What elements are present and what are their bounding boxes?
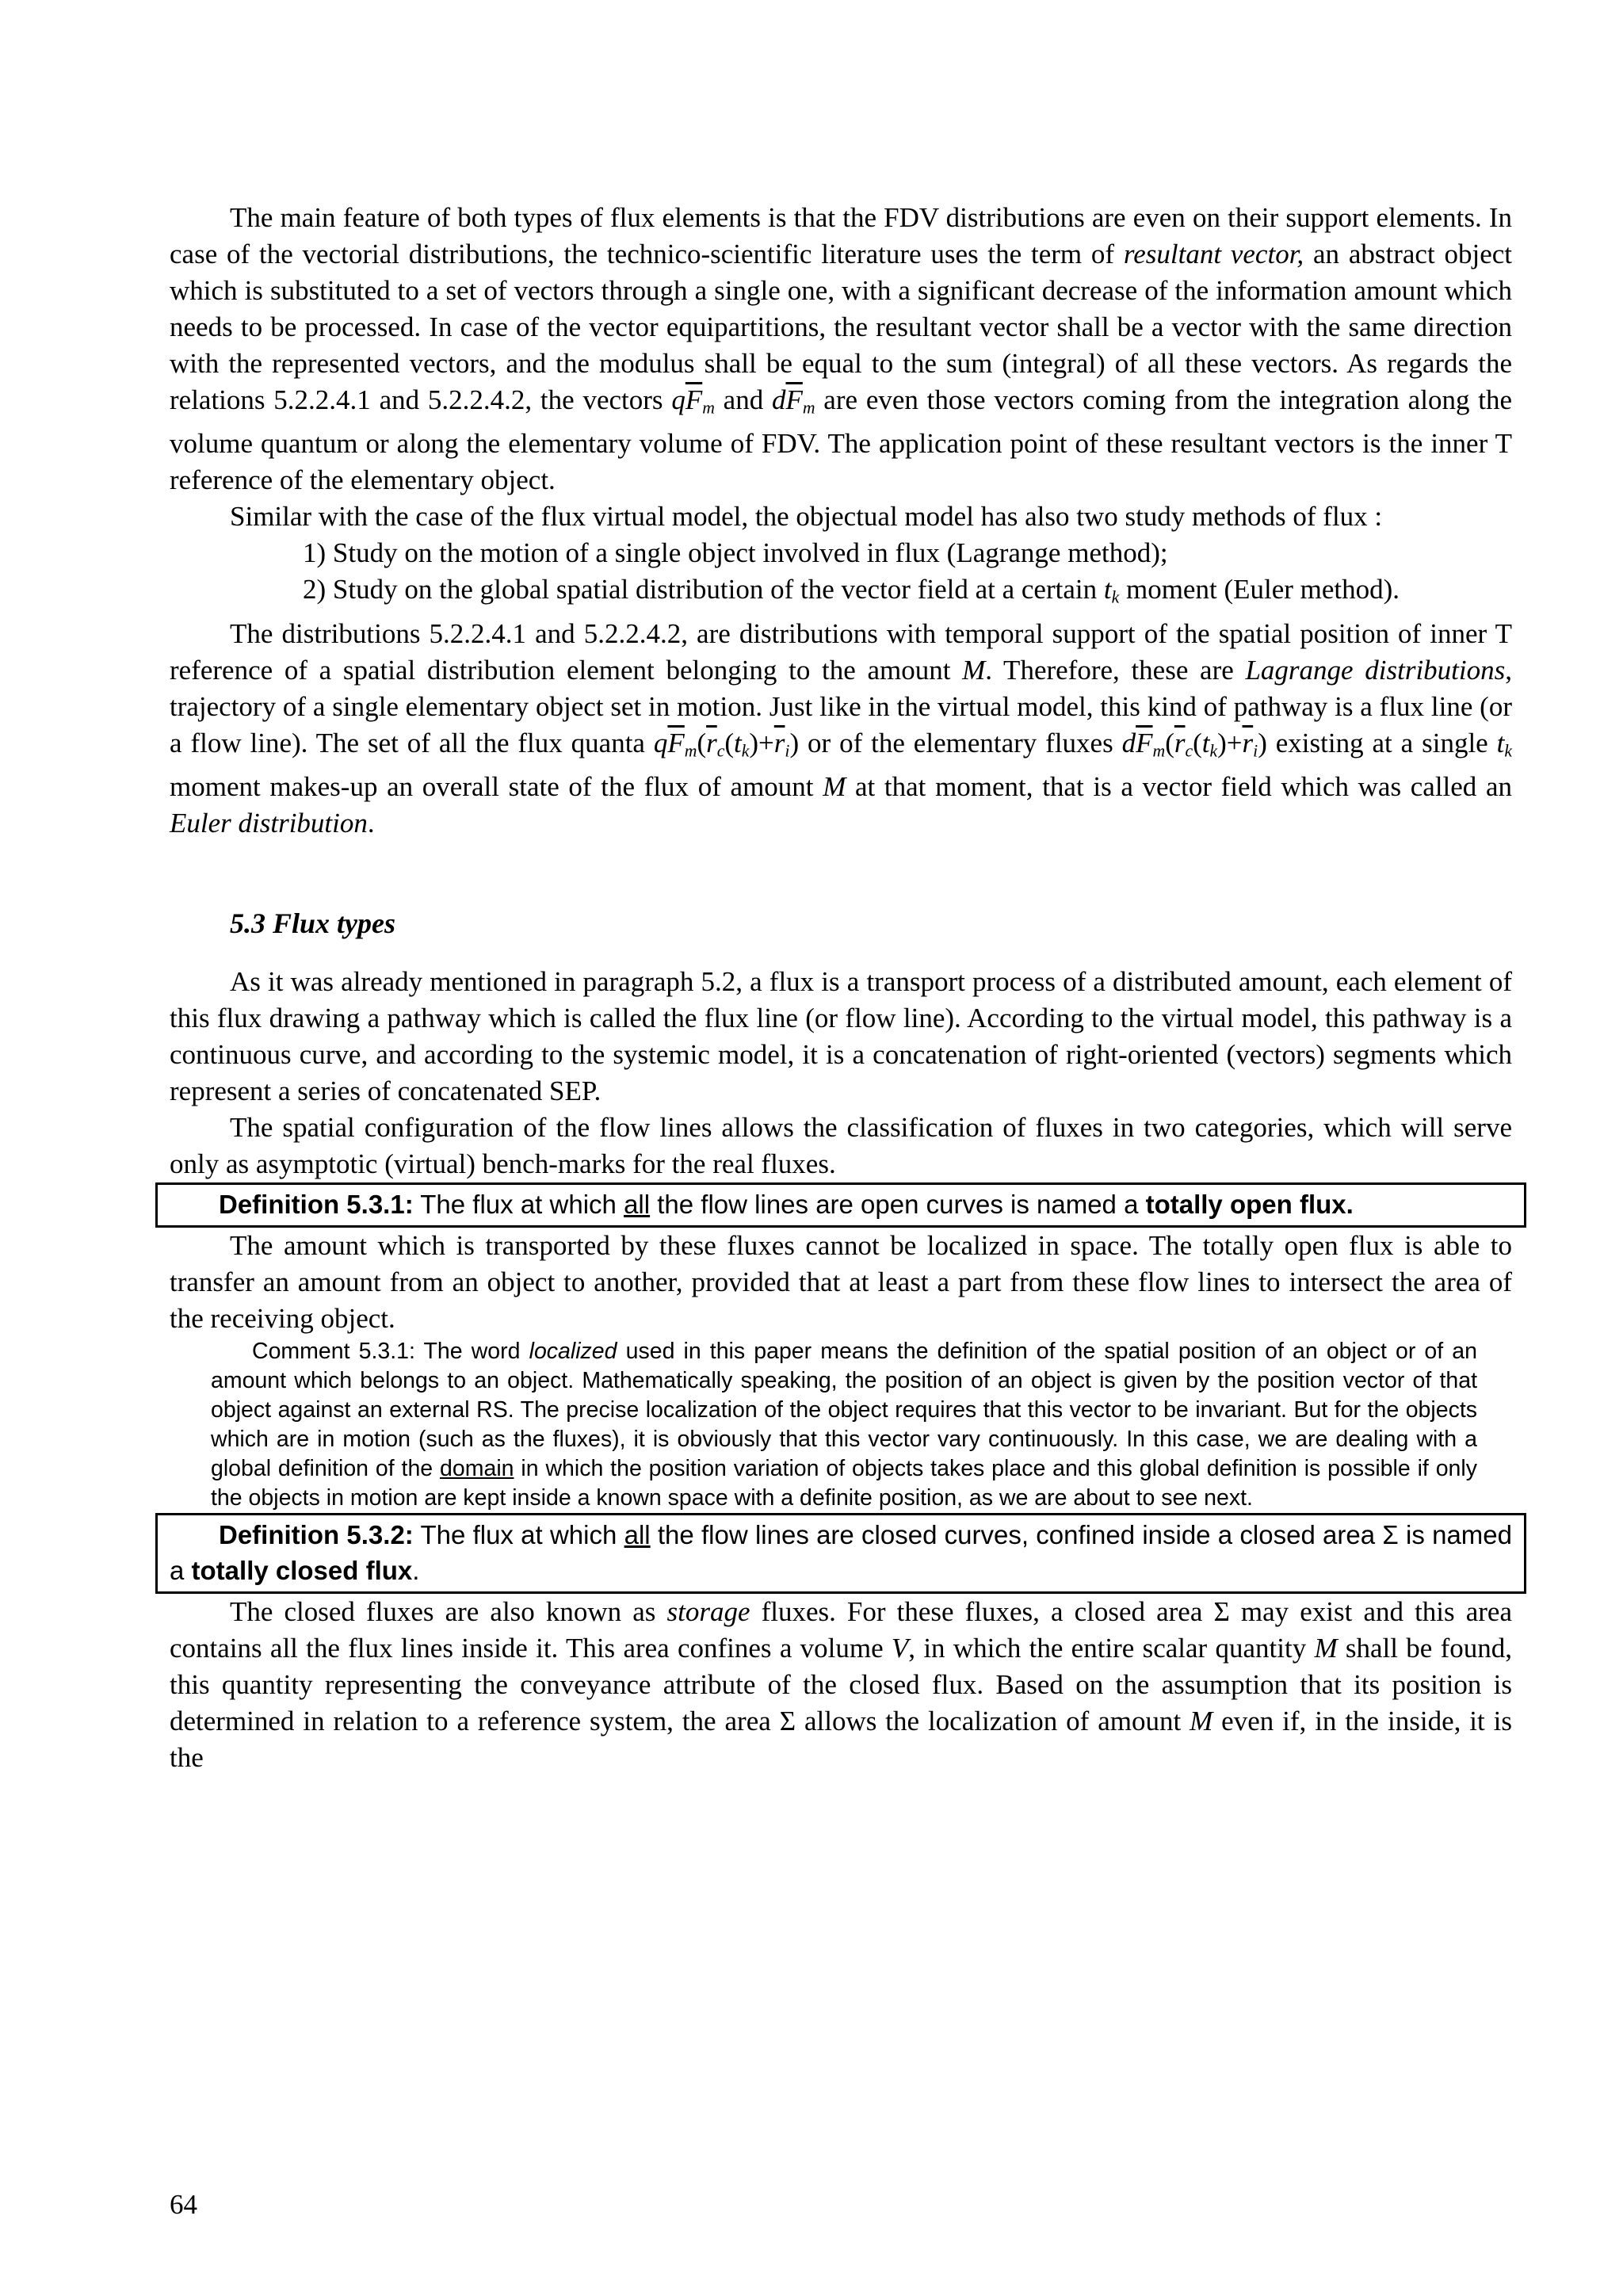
text-run: domain — [440, 1456, 514, 1482]
text-run: t — [1201, 727, 1210, 758]
text-run: and — [714, 384, 772, 415]
text-run: M — [1314, 1633, 1338, 1664]
text-run: moment makes-up an overall state of the flux of amount — [170, 771, 823, 803]
paragraph-spatial-configuration — [170, 1110, 1512, 1182]
paragraph-transport-process — [170, 964, 1512, 1110]
text-run: $\overline{F}$ — [785, 384, 803, 415]
text-run: k — [1111, 587, 1120, 607]
text-run: + — [758, 727, 774, 758]
text-run: q — [653, 727, 668, 758]
text-run: all — [624, 1190, 651, 1220]
text-run: Lagrange distributions — [1245, 654, 1506, 686]
text-run: m — [684, 741, 697, 761]
text-run: fluxes. For these fluxes, a closed area Σ may exist and this area contains all the flux lines inside it. This area confines a volume — [170, 1596, 1512, 1664]
page-number: 64 — [170, 2189, 197, 2220]
paragraph-closed-fluxes — [170, 1594, 1512, 1776]
text-run: The flux at which — [413, 1520, 624, 1550]
text-run: all — [624, 1520, 651, 1550]
text-run: , trajectory of a single elementary object set in motion. Just like in the virtual model, this kind of pathway is a flux line (or a flow line). The set of all the flux quanta — [170, 654, 1512, 758]
text-run: in which the position variation of objects takes place and this global definition is possible if only the objects in motion are kept inside a known space with a definite position, as we are about to see next. — [211, 1456, 1477, 1511]
text-run: $\overline{F}$ — [667, 727, 685, 758]
definition-5-3-1 — [155, 1182, 1526, 1228]
comment-5-3-1 — [211, 1337, 1477, 1513]
paragraph-two-study-methods — [170, 499, 1512, 535]
text-run: d — [771, 384, 786, 415]
section-heading-flux-types — [230, 905, 1512, 942]
text-run: c — [1185, 741, 1193, 761]
text-run: the flow lines are closed curves, confined inside a closed area Σ is named a — [170, 1520, 1512, 1586]
text-run: As it was already mentioned in paragraph 5.2, a flux is a transport process of a distributed amount, each element of this flux drawing a pathway which is called the flux line (or flow line). According to the virtual model, this pathway is a continuous curve, and according to the systemic model, it is a concatenation of right-oriented (vectors) segments which represent a series of concatenated SEP. — [170, 966, 1512, 1107]
text-run: t — [1496, 727, 1505, 758]
text-run: at that moment, that is a vector field which was called an — [846, 771, 1512, 803]
text-run: 2) Study on the global spatial distribution of the vector field at a certain — [303, 574, 1104, 606]
text-run: ( — [724, 727, 735, 758]
text-run: Definition 5.3.2: — [219, 1520, 414, 1550]
text-run: The spatial configuration of the flow lines allows the classification of fluxes in two categories, which will serve only as asymptotic (virtual) bench-marks for the real fluxes. — [170, 1112, 1512, 1180]
text-run: The closed fluxes are also known as — [230, 1596, 667, 1628]
text-run: localized — [529, 1339, 617, 1365]
text-run: . Therefore, these are — [985, 654, 1246, 686]
text-run: The amount which is transported by these fluxes cannot be localized in space. The totally open flux is able to transfer an amount from an object to another, provided that at least a part from these flow lines to intersect the area of the receiving object. — [170, 1230, 1512, 1335]
text-run: M — [823, 771, 846, 803]
text-run: $\overline{F}$ — [1136, 727, 1153, 758]
text-run: The distributions 5.2.2.4.1 and 5.2.2.4.2, are distributions with temporal support of the spatial position of inner T reference of a spatial distribution element belonging to the amount — [170, 617, 1512, 686]
text-run: The flux at which — [413, 1190, 624, 1220]
text-run: Definition 5.3.1: — [219, 1190, 414, 1220]
text-run: 1) Study on the motion of a single object involved in flux (Lagrange method); — [303, 537, 1168, 569]
text-run: t — [734, 727, 742, 758]
text-run: used in this paper means the definition of the spatial position of an object or of an amount which belongs to an object. Mathematically speaking, the position of an object is given by the position vector of that object against an external RS. The precise localization of the object requires that this vector to be invariant. But for the objects which are in motion (such as the fluxes), it is obviously that this vector vary continuously. In this case, we are dealing with a global definition of the — [211, 1339, 1477, 1482]
text-run: m — [802, 398, 815, 418]
text-run: ) — [749, 727, 759, 758]
text-run: The main feature of both types of flux elements is that the FDV distributions are even on their support elements. In case of the vectorial distributions, the technico-scientific literature uses the term of — [170, 202, 1512, 269]
text-run: V — [891, 1633, 909, 1664]
list-item-lagrange — [170, 535, 1512, 571]
document-body — [170, 200, 1512, 1776]
text-run: m — [1152, 741, 1166, 761]
list-item-euler — [170, 571, 1512, 615]
text-run: M — [1190, 1706, 1213, 1737]
text-run: c — [716, 741, 725, 761]
text-run: ( — [697, 727, 707, 758]
text-run: d — [1121, 727, 1136, 758]
text-run: Similar with the case of the flux virtual model, the objectual model has also two study methods of flux : — [230, 501, 1383, 533]
text-run: M — [962, 654, 986, 686]
text-run: . — [367, 808, 375, 839]
text-run: totally closed flux — [191, 1556, 413, 1586]
text-run: k — [1209, 741, 1218, 761]
text-run: q — [671, 384, 685, 415]
text-run: are even those vectors coming from the integration along the volume quantum or along the elementary volume of FDV. The application point of these resultant vectors is the inner T reference of the elementary object. — [170, 384, 1512, 496]
text-run: ) — [789, 727, 800, 758]
text-run: even if, in the inside, it is the — [170, 1706, 1512, 1774]
text-run: Comment 5.3.1: The word — [252, 1339, 529, 1365]
paragraph-flux-elements — [170, 200, 1512, 499]
text-run: existing at a single — [1266, 727, 1497, 758]
text-run: $\overline{F}$ — [685, 384, 703, 415]
text-run: ) — [1258, 727, 1267, 758]
text-run: i — [1253, 741, 1258, 761]
text-run: ( — [1193, 727, 1202, 758]
text-run: $\overline{r}$ — [706, 727, 717, 758]
text-run: 5.3 Flux types — [230, 907, 396, 940]
text-run: resultant vector, — [1123, 239, 1304, 269]
paragraph-open-flux — [170, 1228, 1512, 1337]
text-run: k — [1504, 741, 1512, 761]
text-run: + — [1226, 727, 1243, 758]
text-run: . — [412, 1556, 420, 1586]
text-run: the flow lines are open curves is named a — [650, 1190, 1146, 1220]
text-run: i — [785, 741, 790, 761]
text-run: , in which the entire scalar quantity — [908, 1633, 1315, 1664]
definition-5-3-2 — [155, 1513, 1526, 1594]
text-run: storage — [666, 1596, 750, 1628]
paragraph-distributions — [170, 616, 1512, 842]
text-run: ( — [1165, 727, 1174, 758]
text-run: shall be found, this quantity representing the conveyance attribute of the closed flux. Based on the assumption that its position is determined in relation to a reference system, the area Σ allows the localization of amount — [170, 1633, 1512, 1737]
text-run: an abstract object which is substituted to a set of vectors through a single one, with a significant decrease of the information amount which needs to be processed. In case of the vector equipartitions, the resultant vector shall be a vector with the same direction with the represented vectors, and the modulus shall be equal to the sum (integral) of all these vectors. As regards the relations 5.2.2.4.1 and 5.2.2.4.2, the vectors — [170, 239, 1512, 415]
text-run: $\overline{r}$ — [1242, 727, 1254, 758]
text-run: m — [702, 398, 715, 418]
text-run: $\overline{r}$ — [773, 727, 785, 758]
text-run: t — [1103, 574, 1112, 606]
text-run: ) — [1217, 727, 1227, 758]
text-run: totally open flux. — [1145, 1190, 1354, 1220]
text-run: moment (Euler method). — [1119, 574, 1400, 606]
text-run: Euler distribution — [170, 808, 368, 839]
text-run: $\overline{r}$ — [1174, 727, 1186, 758]
text-run: or of the elementary fluxes — [799, 727, 1122, 758]
text-run: k — [741, 741, 750, 761]
